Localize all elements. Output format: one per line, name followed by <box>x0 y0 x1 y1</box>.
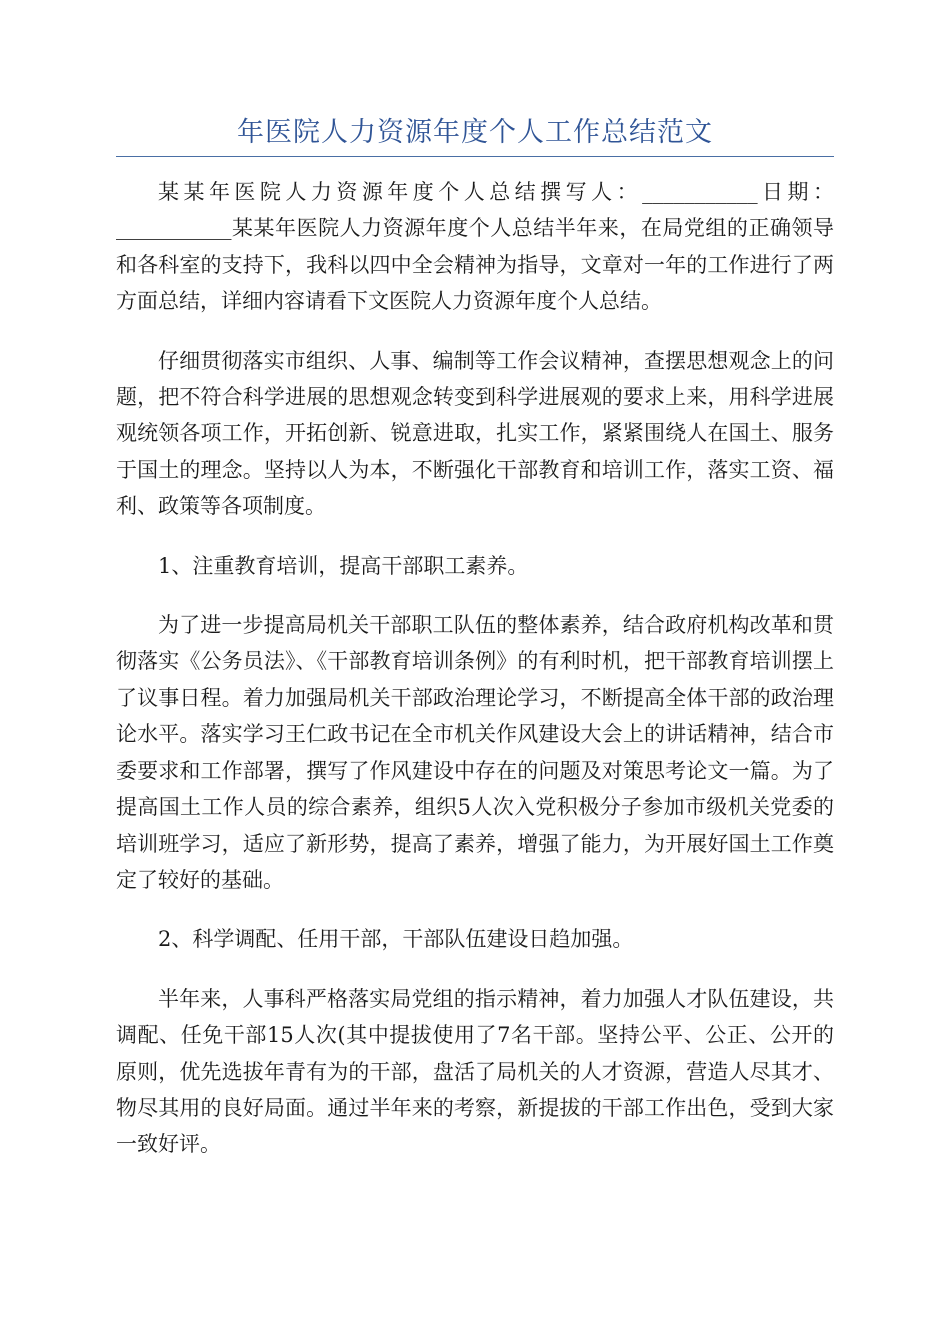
section-heading-training: 1、注重教育培训，提高干部职工素养。 <box>158 553 529 578</box>
paragraph-implementation: 仔细贯彻落实市组织、人事、编制等工作会议精神，查摆思想观念上的问题，把不符合科学进展的思想观念转变到科学进展观的要求上来，用科学进展观统领各项工作，开拓创新、锐意进取，扎实工作，紧紧围绕人在国土、服务于国土的理念。坚持以人为本，不断强化干部教育和培训工作，落实工资、福利、政策等各项制度。 <box>116 348 834 519</box>
document-body <box>116 174 834 1186</box>
paragraph-cadre: 半年来，人事科严格落实局党组的指示精神，着力加强人才队伍建设，共调配、任免干部15人次(其中提拔使用了7名干部。坚持公平、公正、公开的原则，优先选拔年青有为的干部，盘活了局机关的人才资源，营造人尽其才、物尽其用的良好局面。通过半年来的考察，新提拔的干部工作出色，受到大家一致好评。 <box>116 986 834 1157</box>
paragraph-training: 为了进一步提高局机关干部职工队伍的整体素养，结合政府机构改革和贯彻落实《公务员法》、《干部教育培训条例》的有利时机，把干部教育培训摆上了议事日程。着力加强局机关干部政治理论学习，不断提高全体干部的政治理论水平。落实学习王仁政书记在全市机关作风建设大会上的讲话精神，结合市委要求和工作部署，撰写了作风建设中存在的问题及对策思考论文一篇。为了提高国土工作人员的综合素养，组织5人次入党积极分子参加市级机关党委的培训班学习，适应了新形势，提高了素养，增强了能力，为开展好国土工作奠定了较好的基础。 <box>116 613 834 892</box>
document-title: 年医院人力资源年度个人工作总结范文 <box>237 117 713 148</box>
section-heading-cadre: 2、科学调配、任用干部，干部队伍建设日趋加强。 <box>158 927 634 952</box>
paragraph-intro: 某某年医院人力资源年度个人总结撰写人：___________日期：___________某某年医院人力资源年度个人总结半年来，在局党组的正确领导和各科室的支持下，我科以四中全会精神为指导，文章对一年的工作进行了两方面总结，详细内容请看下文医院人力资源年度个人总结。 <box>116 180 834 314</box>
title-bar <box>116 110 834 157</box>
